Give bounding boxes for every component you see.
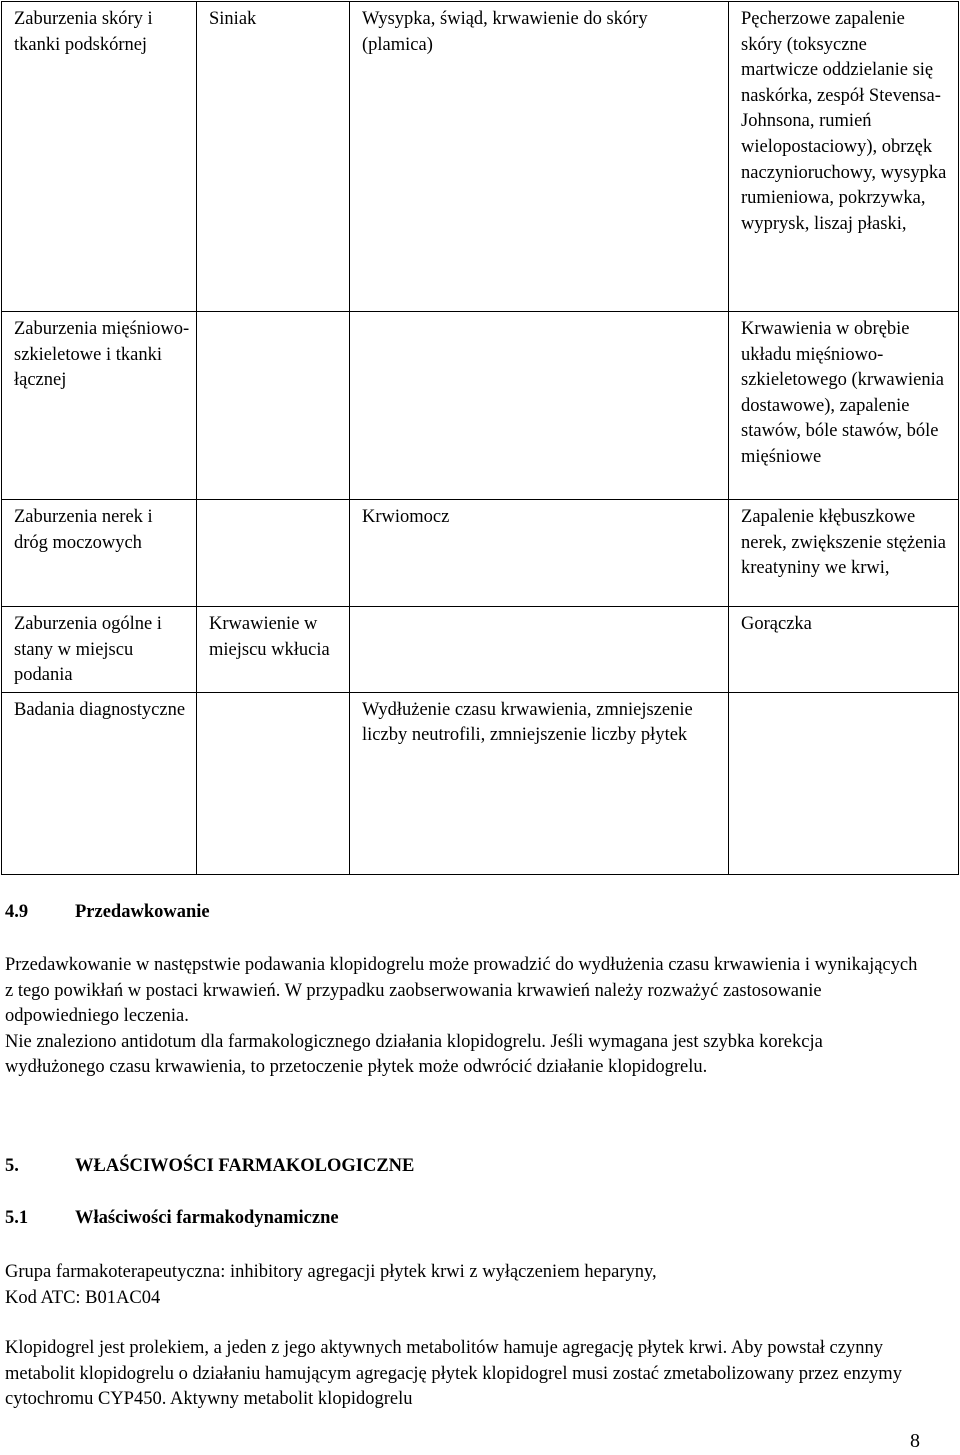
frequency-common-cell [197,500,350,607]
frequency-uncommon-cell: Wysypka, świąd, krwawienie do skóry (plamica) [350,2,729,312]
frequency-rare-cell: Krwiomocz [350,500,729,607]
table-row [2,692,959,874]
table-row [2,500,959,607]
overdose-paragraph: Przedawkowanie w następstwie podawania klopidogrelu może prowadzić do wydłużenia czasu krwawienia i wynikających z tego powikłań w postaci krwawień. W przypadku zaobserwowania krwawień należy rozważyć zastosowanie odpowiedniego leczenia. Nie znaleziono antidotum dla farmakologicznego działania klopidogrelu. Jeśli wymagana jest szybka korekcja wydłużonego czasu krwawienia, to przetoczenie płytek może odwrócić działanie klopidogrelu. [5,955,918,1078]
organ-class-cell: Zaburzenia skóry i tkanki podskórnej [2,2,197,312]
organ-class-cell: Zaburzenia mięśniowo-szkieletowe i tkanki łącznej [2,312,197,500]
frequency-veryrare-cell [729,692,959,874]
page-number: 8 [910,1430,920,1452]
frequency-veryrare-cell: Zapalenie kłębuszkowe nerek, zwiększenie stężenia kreatyniny we krwi, [729,500,959,607]
frequency-rare-cell: Wydłużenie czasu krwawienia, zmniejszenie liczby neutrofili, zmniejszenie liczby płytek [350,692,729,874]
frequency-common-cell [197,312,350,500]
table-row [2,2,959,312]
frequency-common-cell: Siniak [197,2,350,312]
frequency-common-cell [197,692,350,874]
table-row [2,312,959,500]
section-heading-5: 5. WŁAŚCIWOŚCI FARMAKOLOGICZNE [5,1156,415,1176]
organ-class-cell: Zaburzenia ogólne i stany w miejscu podania [2,607,197,693]
atc-code: Kod ATC: B01AC04 [5,1287,161,1308]
adverse-reactions-table [1,1,959,875]
organ-class-cell: Badania diagnostyczne [2,692,197,874]
table-row [2,607,959,693]
pharmacodynamics-paragraph: Klopidogrel jest prolekiem, a jeden z jego aktywnych metabolitów hamuje agregację płytek krwi. Aby powstał czynny metabolit klopidogrelu o działaniu hamującym agregację płytek klopidogrel musi zostać zmetabolizowany przez enzymy cytochromu CYP450. Aktywny metabolit klopidogrelu [5,1338,902,1410]
frequency-uncommon-cell [350,607,729,693]
section-heading-4-9: 4.9 Przedawkowanie [5,902,210,922]
pharmacotherapeutic-group: Grupa farmakoterapeutyczna: inhibitory agregacji płytek krwi z wyłączeniem heparyny, Kod ATC: B01AC04 [5,1260,925,1311]
frequency-veryrare-cell: Pęcherzowe zapalenie skóry (toksyczne martwicze oddzielanie się naskórka, zespół Stevensa-Johnsona, rumień wielopostaciowy), obrzęk naczynioruchowy, wysypka rumieniowa, pokrzywka, wyprysk, liszaj płaski, [729,2,959,312]
frequency-uncommon-cell [350,312,729,500]
organ-class-cell: Zaburzenia nerek i dróg moczowych [2,500,197,607]
frequency-common-cell: Krwawienie w miejscu wkłucia [197,607,350,693]
section-heading-5-1: 5.1 Właściwości farmakodynamiczne [5,1208,339,1228]
frequency-veryrare-cell: Gorączka [729,607,959,693]
frequency-veryrare-cell: Krwawienia w obrębie układu mięśniowo-szkieletowego (krwawienia dostawowe), zapalenie stawów, bóle stawów, bóle mięśniowe [729,312,959,500]
